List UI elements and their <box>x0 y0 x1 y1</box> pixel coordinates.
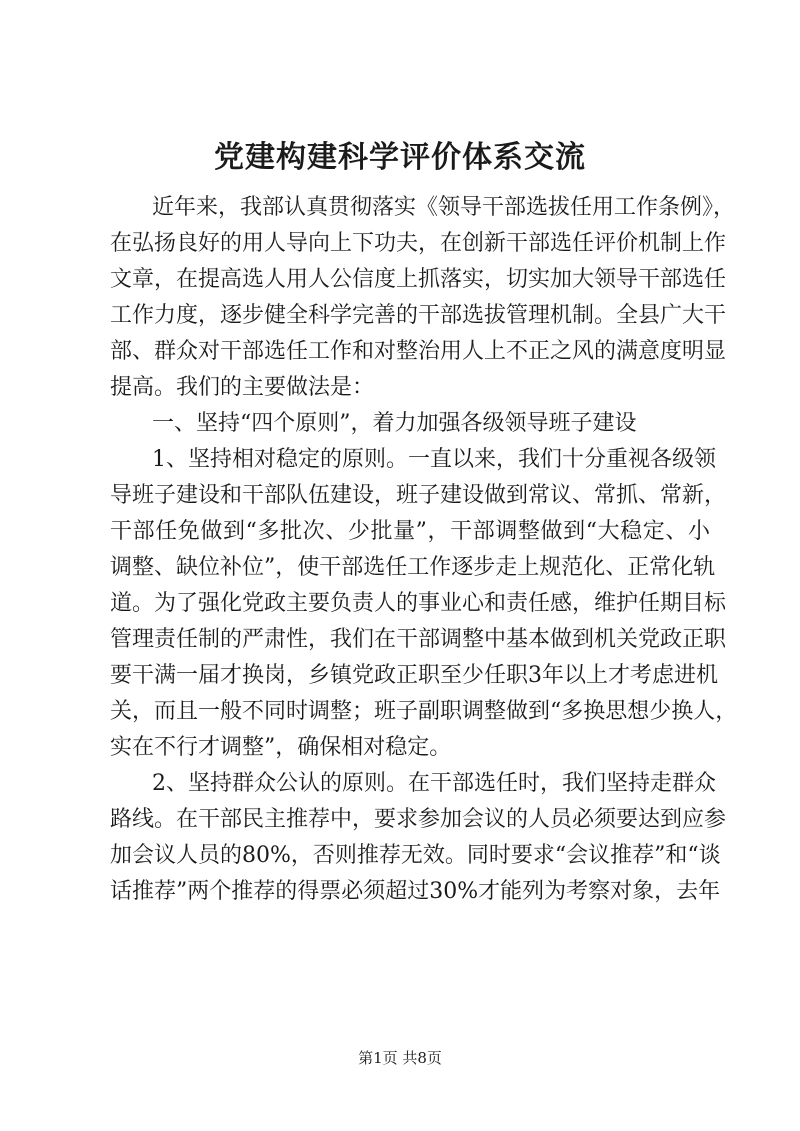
text-line: 道。为了强化党政主要负责人的事业心和责任感，维护任期目标 <box>110 591 727 616</box>
text-line: 工作力度，逐步健全科学完善的干部选拔管理机制。全县广大干 <box>110 303 727 328</box>
page-footer: 第1页 共8页 <box>358 1049 442 1067</box>
text-line: 要干满一届才换岗，乡镇党政正职至少任职3年以上才考虑进机 <box>110 663 718 688</box>
text-line: 干部任免做到“多批次、少批量”，干部调整做到“大稳定、小 <box>110 519 710 544</box>
text-line: 近年来，我部认真贯彻落实《领导干部选拔任用工作条例》， <box>152 195 736 220</box>
text-line: 提高。我们的主要做法是： <box>110 375 375 400</box>
text-line: 1、坚持相对稳定的原则。一直以来，我们十分重视各级领 <box>152 447 716 472</box>
text-line: 加会议人员的80%，否则推荐无效。同时要求“会议推荐”和“谈 <box>110 843 721 868</box>
text-line: 导班子建设和干部队伍建设，班子建设做到常议、常抓、常新， <box>110 483 727 508</box>
text-line: 2、坚持群众公认的原则。在干部选任时，我们坚持走群众 <box>152 771 716 796</box>
section-heading: 一、坚持“四个原则”，着力加强各级领导班子建设 <box>152 411 637 436</box>
document-title: 党建构建科学评价体系交流 <box>214 140 586 175</box>
text-line: 调整、缺位补位”，使干部选任工作逐步走上规范化、正常化轨 <box>110 555 716 580</box>
text-line: 路线。在干部民主推荐中，要求参加会议的人员必须要达到应参 <box>110 807 727 832</box>
text-line: 话推荐”两个推荐的得票必须超过30%才能列为考察对象，去年 <box>110 879 721 904</box>
text-line: 实在不行才调整”，确保相对稳定。 <box>110 735 452 760</box>
text-line: 文章，在提高选人用人公信度上抓落实，切实加大领导干部选任 <box>110 267 727 292</box>
text-line: 关，而且一般不同时调整；班子副职调整做到“多换思想少换人， <box>110 699 738 724</box>
text-line: 管理责任制的严肃性，我们在干部调整中基本做到机关党政正职 <box>110 627 727 652</box>
text-line: 部、群众对干部选任工作和对整治用人上不正之风的满意度明显 <box>110 339 727 364</box>
text-line: 在弘扬良好的用人导向上下功夫，在创新干部选任评价机制上作 <box>110 231 727 256</box>
